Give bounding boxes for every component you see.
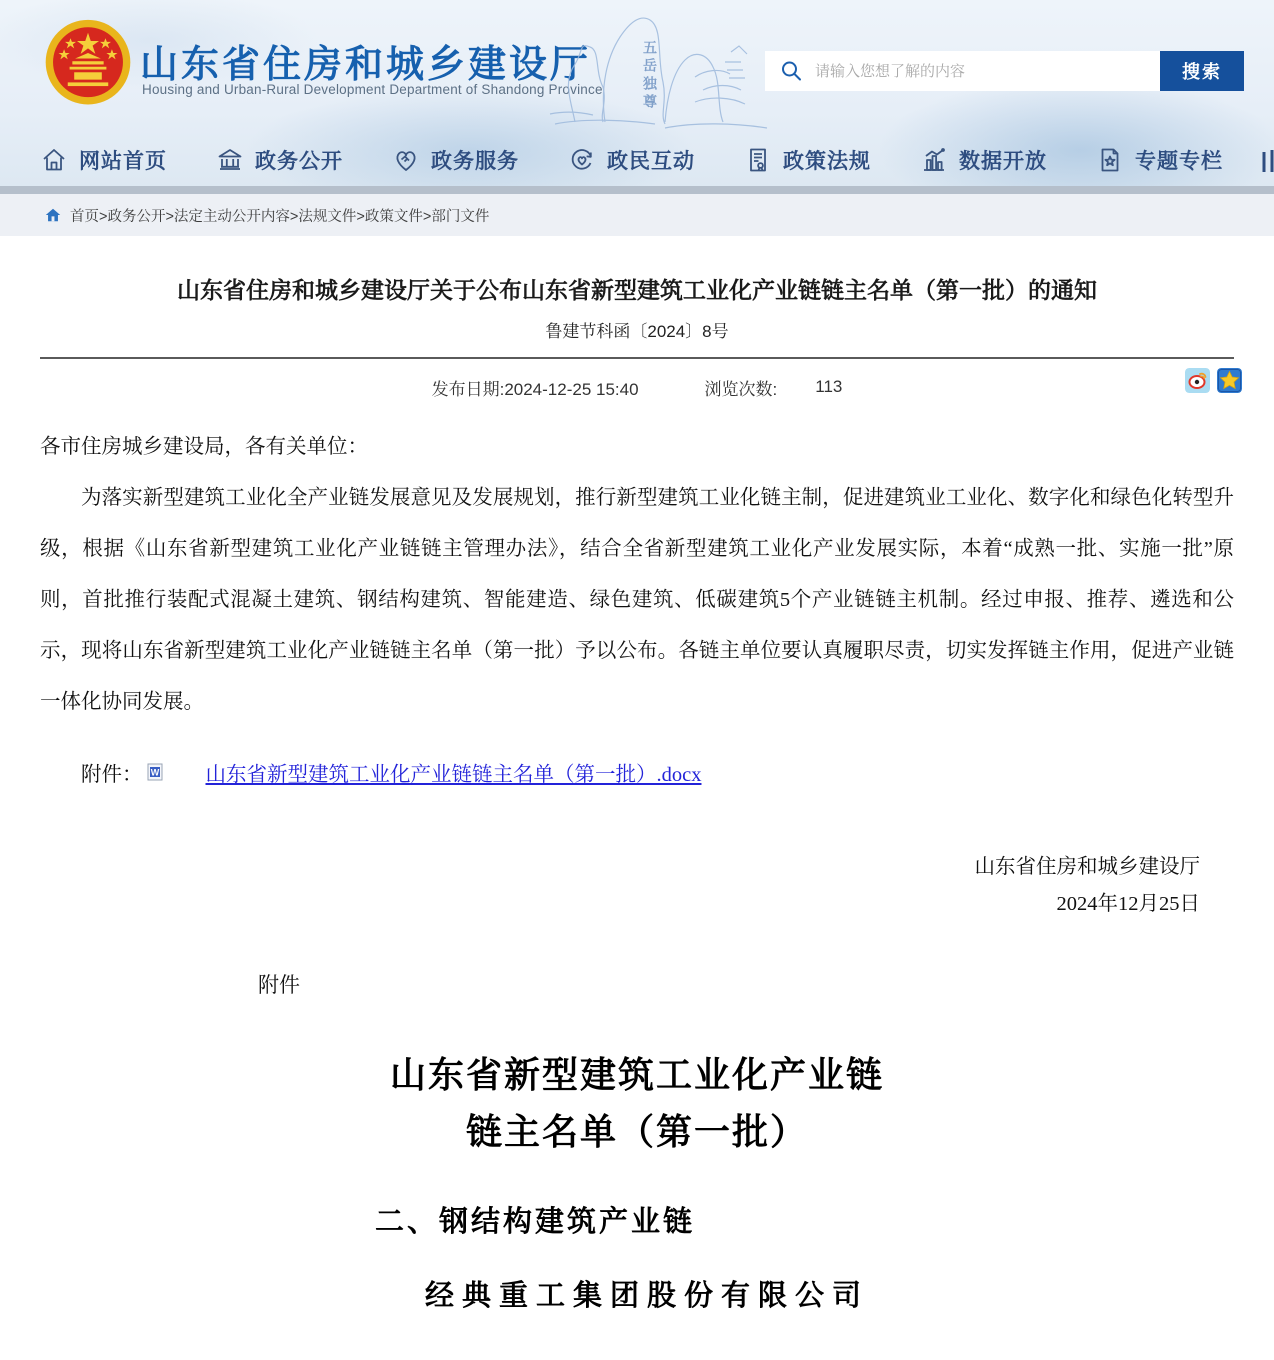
views-label: 浏览次数: [704, 379, 778, 399]
annex-title-line1: 山东省新型建筑工业化产业链 [389, 1055, 884, 1095]
star-page-icon [1096, 146, 1124, 174]
site-banner [0, 0, 1274, 186]
nav-item-gov-disclosure[interactable] [216, 145, 343, 175]
seal-text: 五岳独尊 [642, 40, 658, 112]
attachment-label: 附件： [81, 764, 143, 786]
nav-item-partial[interactable] [1262, 146, 1274, 176]
nav-item-gov-services[interactable] [392, 145, 519, 175]
views-count: 113 [815, 377, 843, 396]
qzone-share-icon[interactable] [1217, 368, 1242, 393]
search-box [765, 51, 1160, 91]
nav-item-open-data[interactable] [920, 145, 1047, 175]
search-input[interactable] [813, 62, 1160, 81]
signature-block [40, 849, 1234, 923]
breadcrumb [0, 194, 1274, 236]
site-subtitle: Housing and Urban-Rural Development Department of Shandong Province [142, 82, 603, 97]
publish-date: 发布日期:2024-12-25 15:40 [431, 379, 639, 399]
site-title: 山东省住房和城乡建设厅 [140, 44, 592, 86]
national-emblem [42, 16, 134, 112]
nav-label: 政务公开 [255, 150, 343, 173]
weibo-share-icon[interactable] [1185, 368, 1210, 393]
home-icon [40, 146, 68, 174]
annex-label: 附件 [258, 973, 300, 997]
search-icon [779, 59, 803, 83]
nav-item-interaction[interactable] [568, 145, 695, 175]
home-icon [44, 206, 62, 224]
nav-label: 专题专栏 [1135, 150, 1223, 173]
article [0, 236, 1274, 1314]
attachment-link[interactable]: 山东省新型建筑工业化产业链链主名单（第一批）.docx [205, 764, 702, 786]
nav-label: 政务服务 [431, 150, 519, 173]
breadcrumb-path[interactable]: 首页>政务公开>法定主动公开内容>法规文件>政策文件>部门文件 [70, 208, 490, 225]
heart-cycle-icon [568, 146, 596, 174]
nav-item-home[interactable] [40, 145, 167, 175]
nav-label: 政策法规 [783, 150, 871, 173]
salutation: 各市住房城乡建设局，各有关单位： [40, 436, 368, 458]
main-nav [0, 134, 1274, 186]
title-divider [40, 357, 1234, 359]
mountain-decoration [545, 2, 775, 132]
svg-text:W: W [150, 767, 159, 778]
share-icons [1185, 368, 1242, 393]
nav-item-special-topics[interactable] [1096, 145, 1223, 175]
search-bar [765, 51, 1244, 91]
word-file-icon [147, 763, 163, 781]
meta-row [40, 374, 1234, 400]
nav-label: 政民互动 [607, 150, 695, 173]
sign-date: 2024年12月25日 [1056, 893, 1200, 915]
document-number: 鲁建节科函〔2024〕8号 [545, 322, 729, 341]
government-building-icon [216, 146, 244, 174]
nav-label: 数据开放 [959, 150, 1047, 173]
divider-bar [0, 186, 1274, 194]
signer: 山东省住房和城乡建设厅 [974, 856, 1200, 878]
article-body [40, 422, 1234, 728]
policy-document-icon [744, 146, 772, 174]
handshake-heart-icon [392, 146, 420, 174]
annex-title-line2: 链主名单（第一批） [465, 1112, 808, 1152]
body-paragraph: 为落实新型建筑工业化全产业链发展意见及发展规划，推行新型建筑工业化链主制，促进建筑业工业化、数字化和绿色化转型升级，根据《山东省新型建筑工业化产业链链主管理办法》，结合全省新型建筑工业化产业发展实际，本着“成熟一批、实施一批”原则，首批推行装配式混凝土建筑、钢结构建筑、智能建造、绿色建筑、低碳建筑5个产业链链主机制。经过申报、推荐、遴选和公示，现将山东省新型建筑工业化产业链链主名单（第一批）予以公布。各链主单位要认真履职尽责，切实发挥链主作用，促进产业链一体化协同发展。 [40, 487, 1234, 713]
article-title: 山东省住房和城乡建设厅关于公布山东省新型建筑工业化产业链链主名单（第一批）的通知 [177, 277, 1097, 303]
attachment-row [40, 757, 1234, 787]
annex-section-heading: 二、钢结构建筑产业链 [375, 1206, 696, 1238]
annex-title [40, 1047, 1234, 1161]
bar-chart-icon [920, 146, 948, 174]
nav-item-policies[interactable] [744, 145, 871, 175]
annex-company-name: 经典重工集团股份有限公司 [425, 1280, 870, 1312]
search-button[interactable]: 搜索 [1160, 51, 1244, 91]
nav-label: 网站首页 [79, 150, 167, 173]
